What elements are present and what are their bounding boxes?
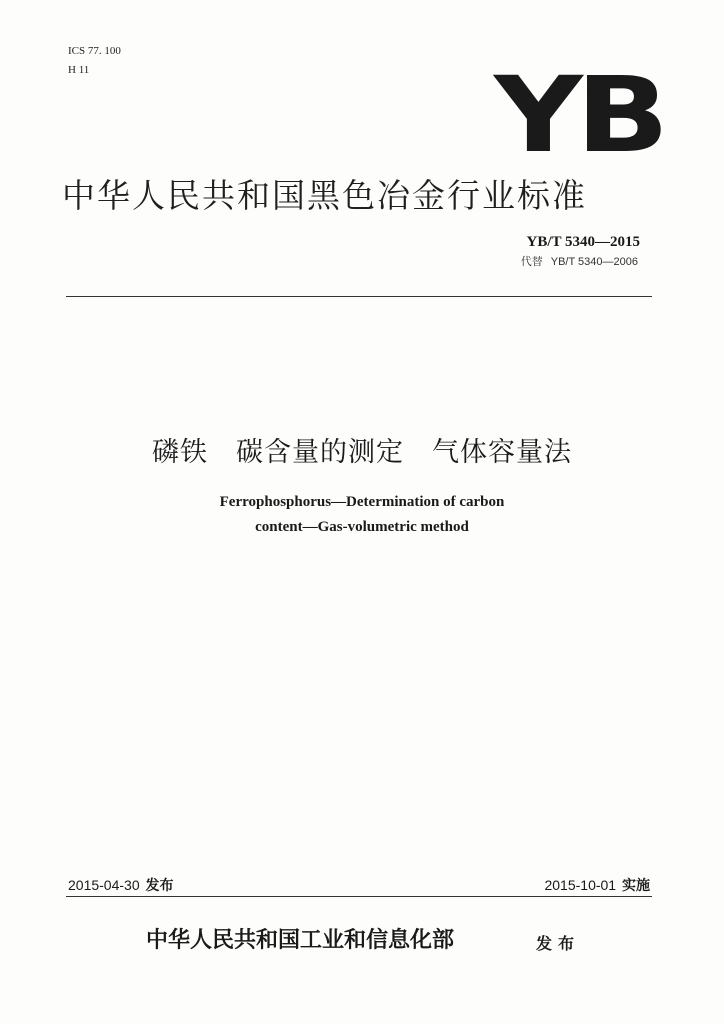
ccs-code: H 11 xyxy=(68,64,90,76)
standard-number: YB/T 5340—2015 xyxy=(526,234,640,250)
implementation-date-label: 实施 xyxy=(622,878,650,894)
implementation-date xyxy=(544,876,650,895)
ics-code: ICS 77. 100 xyxy=(68,45,121,57)
issuing-authority: 中华人民共和国工业和信息化部 xyxy=(146,928,455,953)
document-title-english-line1: Ferrophosphorus—Determination of carbon xyxy=(219,494,505,510)
document-title-english-line2: content—Gas-volumetric method xyxy=(255,519,469,535)
issue-date-value: 2015-04-30 xyxy=(68,877,140,893)
issue-date-label: 发布 xyxy=(145,878,174,894)
replaces-line xyxy=(521,255,638,269)
bottom-divider xyxy=(66,896,652,897)
issue-date xyxy=(68,876,174,895)
top-divider xyxy=(66,296,652,297)
replaces-label: 代替 xyxy=(520,256,543,268)
document-title-chinese: 磷铁 碳含量的测定 气体容量法 xyxy=(152,437,572,468)
implementation-date-value: 2015-10-01 xyxy=(544,877,617,893)
yb-logo: YB xyxy=(494,54,663,176)
replaces-number: YB/T 5340—2006 xyxy=(550,256,638,268)
issuing-action: 发布 xyxy=(536,934,581,953)
standard-category-title: 中华人民共和国黑色冶金行业标准 xyxy=(62,176,587,215)
